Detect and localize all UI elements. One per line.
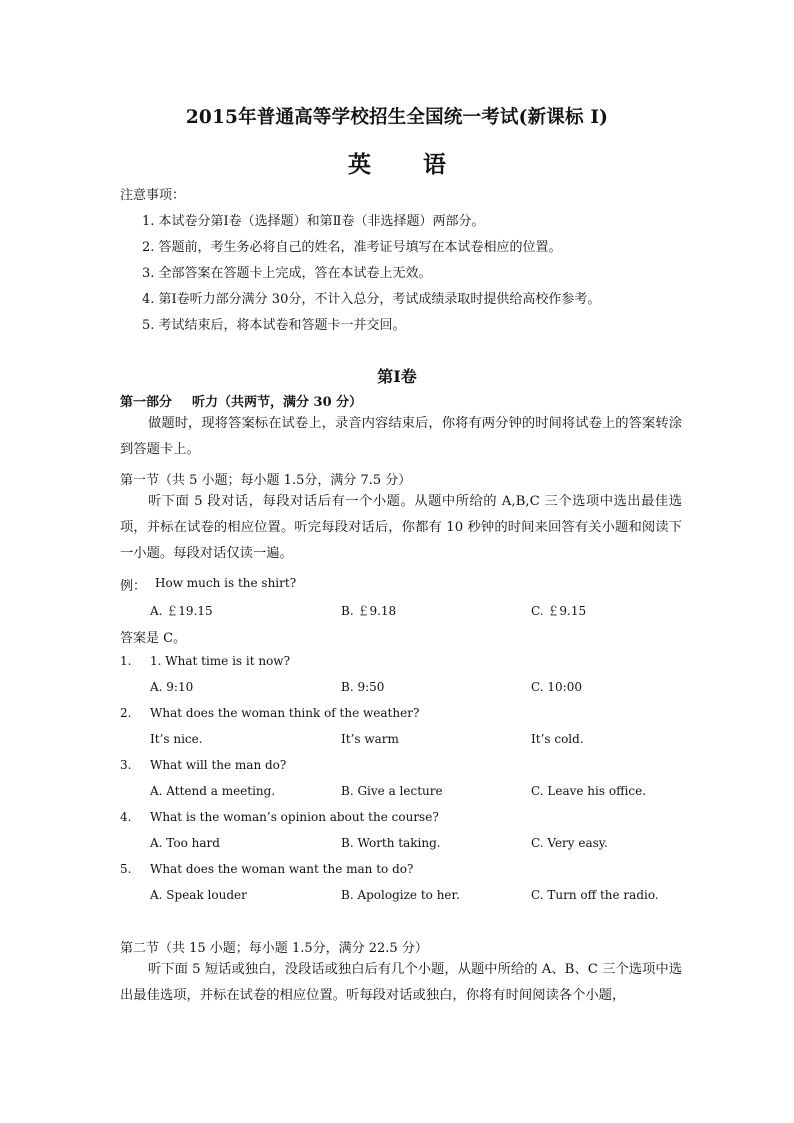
question-text: What is the woman’s opinion about the course? — [150, 810, 439, 824]
subsection1-heading: 第一节（共 5 小题；每小题 1.5分，满分 7.5 分） — [120, 473, 412, 488]
example-label: 例： — [120, 579, 147, 594]
note-item: 2. 答题前，考生务必将自己的姓名，准考证号填写在本试卷相应的位置。 — [142, 240, 562, 255]
option-a: A. Speak louder — [150, 888, 247, 902]
note-item: 5. 考试结束后，将本试卷和答题卡一并交回。 — [142, 318, 406, 333]
option-b: B. 9:50 — [341, 680, 385, 694]
example-option-c: C. ￡9.15 — [531, 604, 587, 618]
exam-title: 2015年普通高等学校招生全国统一考试(新课标 I) — [185, 107, 609, 128]
question-number: 1. — [120, 654, 132, 668]
part-label: 第一部分 — [120, 395, 173, 410]
option-b: B. Worth taking. — [341, 836, 441, 850]
part-heading — [120, 391, 362, 410]
intro-paragraph: 做题时，现将答案标在试卷上，录音内容结束后，你将有两分钟的时间将试卷上的答案转涂到答题卡上。 — [120, 416, 682, 457]
option-a: It’s nice. — [150, 732, 203, 746]
question-number: 3. — [120, 758, 132, 772]
question-number: 2. — [120, 706, 132, 720]
option-c: C. 10:00 — [531, 680, 582, 694]
question-text: What does the woman want the man to do? — [150, 862, 414, 876]
notes-heading: 注意事项： — [120, 188, 186, 203]
question-number: 4. — [120, 810, 132, 824]
part-title: 听力（共两节，满分 30 分） — [192, 395, 363, 410]
option-c: C. Leave his office. — [531, 784, 647, 798]
option-b: B. Apologize to her. — [341, 888, 460, 902]
option-c: C. Turn off the radio. — [531, 888, 659, 902]
subsection2-heading: 第二节（共 15 小题；每小题 1.5分，满分 22.5 分） — [120, 941, 428, 956]
subsection2-instructions: 听下面 5 短话或独白，没段话或独白后有几个小题，从题中所给的 A、B、C 三个选项中选出最佳选项，并标在试卷的相应位置。听每段对话或独白，你将有时间阅读各个小题， — [120, 962, 682, 1003]
question-text: What will the man do? — [150, 758, 287, 772]
note-item: 1. 本试卷分第Ⅰ卷（选择题）和第Ⅱ卷（非选择题）两部分。 — [142, 214, 485, 229]
subject-title: 英 语 — [347, 151, 468, 178]
question-text: 1. What time is it now? — [150, 654, 291, 668]
option-a: A. Too hard — [150, 836, 220, 850]
option-b: B. Give a lecture — [341, 784, 443, 798]
option-b: It’s warm — [341, 732, 399, 746]
option-c: It’s cold. — [531, 732, 584, 746]
question-number: 5. — [120, 862, 132, 876]
note-item: 4. 第Ⅰ卷听力部分满分 30分，不计入总分，考试成绩录取时提供给高校作参考。 — [142, 292, 601, 307]
note-item: 3. 全部答案在答题卡上完成，答在本试卷上无效。 — [142, 266, 432, 281]
example-option-a: A. ￡19.15 — [150, 604, 213, 618]
subsection1-instructions: 听下面 5 段对话，每段对话后有一个小题。从题中所给的 A,B,C 三个选项中选出最佳选项，并标在试卷的相应位置。听完每段对话后，你都有 10 秒钟的时间来回答有关小题和阅读下一小题。每段对话仅读一遍。 — [120, 494, 682, 561]
option-c: C. Very easy. — [531, 836, 608, 850]
option-a: A. 9:10 — [150, 680, 194, 694]
example-question: How much is the shirt? — [155, 576, 297, 590]
example-option-b: B. ￡9.18 — [341, 604, 397, 618]
section-title: 第Ⅰ卷 — [377, 367, 417, 386]
question-text: What does the woman think of the weather? — [150, 706, 420, 720]
example-answer: 答案是 C。 — [120, 631, 187, 646]
option-a: A. Attend a meeting. — [150, 784, 276, 798]
